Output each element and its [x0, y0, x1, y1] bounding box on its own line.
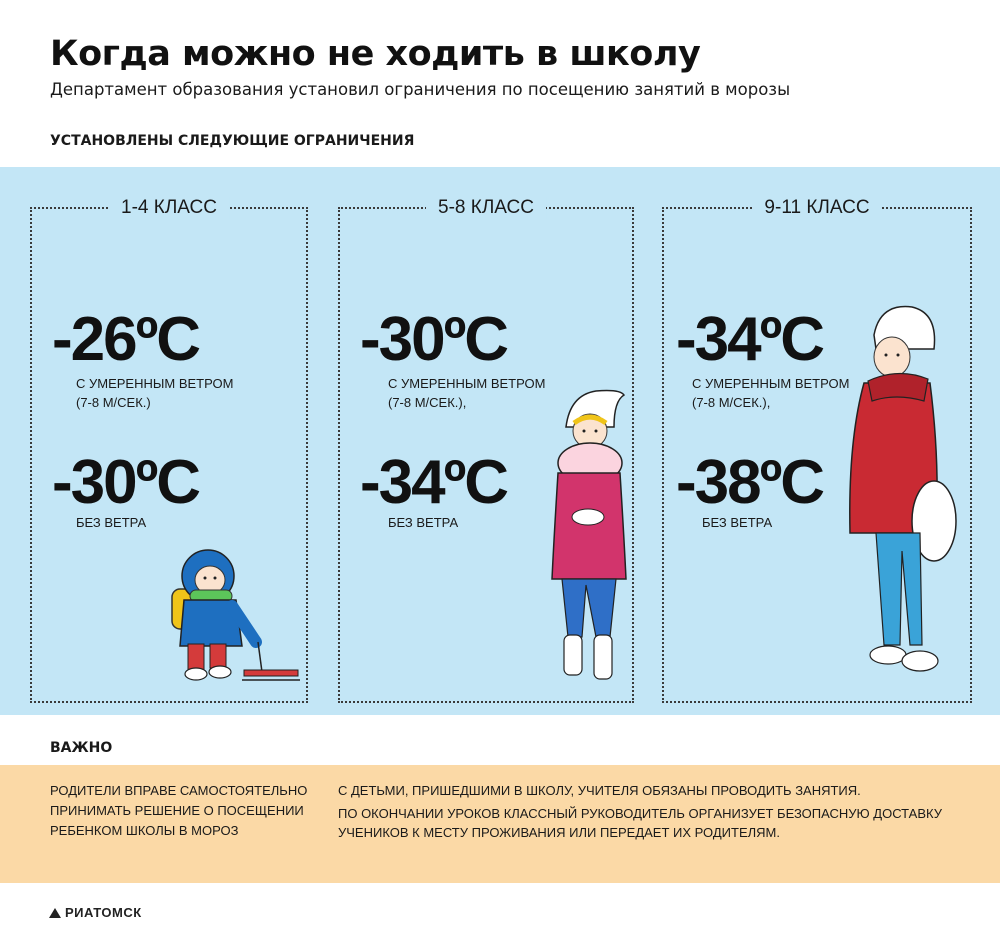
- card-title: 9-11 КЛАСС: [752, 197, 881, 219]
- no-wind-label: БЕЗ ВЕТРА: [702, 515, 773, 530]
- temp-no-wind: -30ºC: [52, 448, 200, 517]
- no-wind-label: БЕЗ ВЕТРА: [76, 515, 147, 530]
- card-grades-1-4: [30, 197, 308, 703]
- no-wind-label: БЕЗ ВЕТРА: [388, 515, 459, 530]
- card-title: 1-4 КЛАСС: [109, 197, 229, 219]
- page-subtitle: Департамент образования установил ограничения по посещению занятий в морозы: [50, 80, 791, 99]
- card-grades-5-8: [338, 197, 634, 703]
- wind-speed: (7-8 М/СЕК.),: [692, 395, 771, 410]
- restrictions-panel: [0, 167, 1000, 715]
- page-title: Когда можно не ходить в школу: [50, 34, 701, 74]
- card-title: 5-8 КЛАСС: [426, 197, 546, 219]
- child-with-sled-icon: [160, 534, 300, 684]
- logo-text: РИАТОМСК: [65, 905, 142, 920]
- temp-no-wind: -38ºC: [676, 448, 824, 517]
- wind-condition: С УМЕРЕННЫМ ВЕТРОМ: [76, 376, 234, 391]
- temp-with-wind: -30ºC: [360, 305, 508, 374]
- parents-note: РОДИТЕЛИ ВПРАВЕ САМОСТОЯТЕЛЬНО ПРИНИМАТЬ РЕШЕНИЕ О ПОСЕЩЕНИИ РЕБЕНКОМ ШКОЛЫ В МОРОЗ: [50, 783, 308, 838]
- wind-speed: (7-8 М/СЕК.),: [388, 395, 467, 410]
- temp-with-wind: -34ºC: [676, 305, 824, 374]
- section-label: УСТАНОВЛЕНЫ СЛЕДУЮЩИЕ ОГРАНИЧЕНИЯ: [50, 133, 415, 149]
- girl-in-pink-coat-icon: [540, 387, 640, 692]
- temp-with-wind: -26ºC: [52, 305, 200, 374]
- ria-tomsk-logo: [48, 905, 142, 920]
- teachers-note-1: С ДЕТЬМИ, ПРИШЕДШИМИ В ШКОЛУ, УЧИТЕЛЯ ОБЯЗАНЫ ПРОВОДИТЬ ЗАНЯТИЯ.: [338, 783, 861, 798]
- teachers-note-2: ПО ОКОНЧАНИИ УРОКОВ КЛАССНЫЙ РУКОВОДИТЕЛЬ ОРГАНИЗУЕТ БЕЗОПАСНУЮ ДОСТАВКУ УЧЕНИКОВ К МЕСТУ ПРОЖИВАНИЯ ИЛИ ПЕРЕДАЕТ ИХ РОДИТЕЛЯМ.: [338, 806, 942, 840]
- wind-condition: С УМЕРЕННЫМ ВЕТРОМ: [388, 376, 546, 391]
- card-grades-9-11: [662, 197, 972, 703]
- wind-speed: (7-8 М/СЕК.): [76, 395, 151, 410]
- teachers-notes: [338, 781, 978, 846]
- important-label: ВАЖНО: [50, 740, 113, 756]
- teen-in-red-coat-icon: [842, 301, 957, 691]
- important-panel: [0, 765, 1000, 883]
- logo-mark-icon: [48, 907, 62, 919]
- wind-condition: С УМЕРЕННЫМ ВЕТРОМ: [692, 376, 850, 391]
- temp-no-wind: -34ºC: [360, 448, 508, 517]
